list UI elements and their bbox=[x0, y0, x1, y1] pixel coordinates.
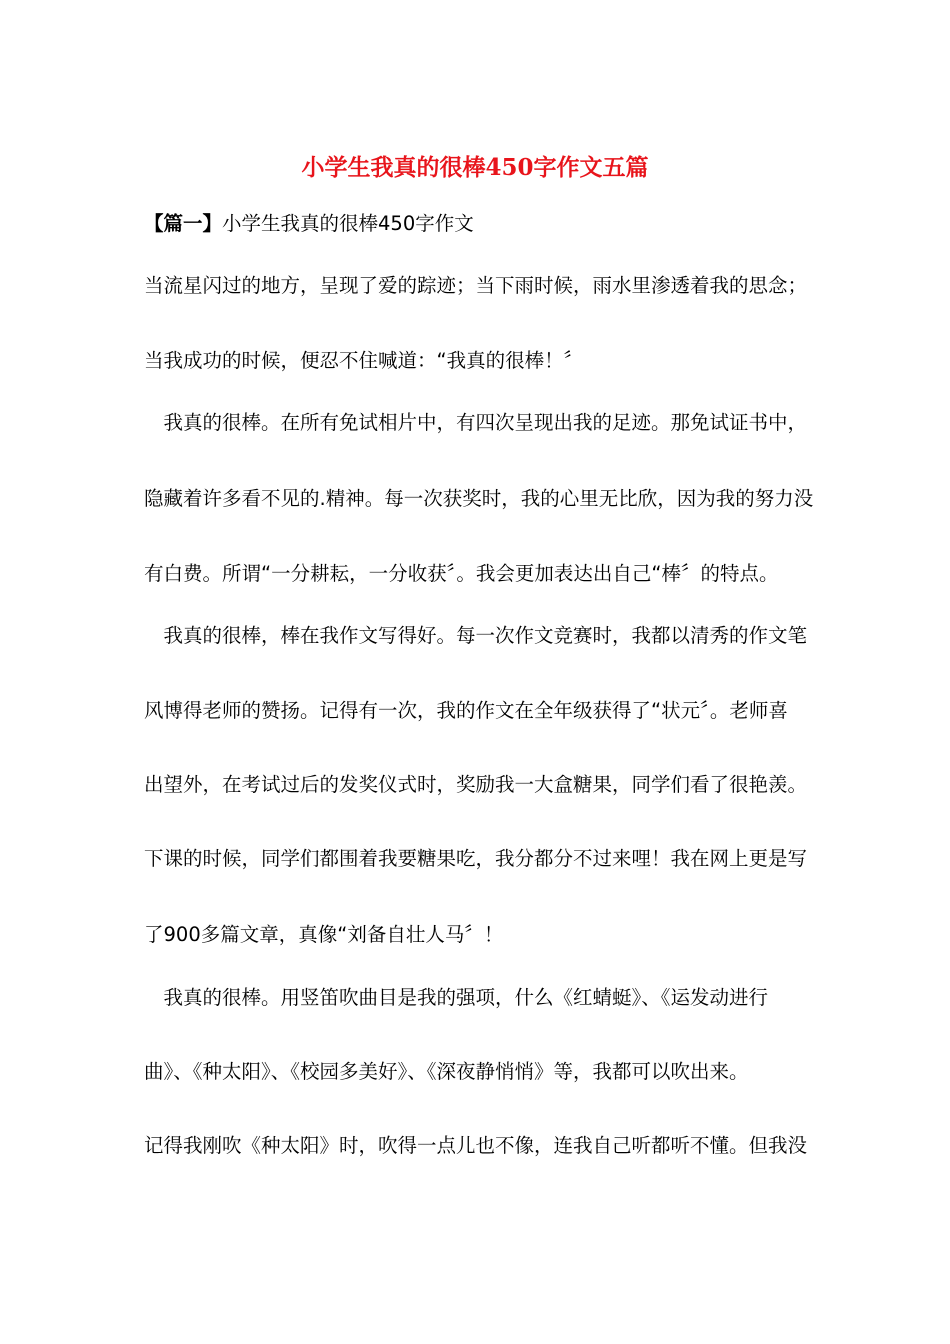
body-line: 我真的很棒，棒在我作文写得好。每一次作文竞赛时，我都以清秀的作文笔 bbox=[144, 624, 808, 647]
body-line: 了900多篇文章，真像“刘备自壮人马〞！ bbox=[144, 923, 504, 946]
body-line: 记得我刚吹《种太阳》时，吹得一点儿也不像，连我自己听都听不懂。但我没 bbox=[144, 1134, 808, 1157]
section-heading bbox=[144, 210, 474, 238]
body-line: 出望外，在考试过后的发奖仪式时，奖励我一大盒糖果，同学们看了很艳羡。 bbox=[144, 773, 808, 796]
body-line: 隐藏着许多看不见的.精神。每一次获奖时，我的心里无比欣，因为我的努力没 bbox=[144, 487, 814, 510]
body-line: 我真的很棒。用竖笛吹曲目是我的强项，什么《红蜻蜓》、《运发动进行 bbox=[144, 986, 769, 1009]
section-heading-text: 小学生我真的很棒450字作文 bbox=[222, 212, 474, 235]
document-title: 小学生我真的很棒450字作文五篇 bbox=[301, 154, 649, 181]
section-heading-bracket: 【篇一】 bbox=[144, 212, 223, 235]
body-line: 有白费。所谓“一分耕耘，一分收获〞。我会更加表达出自己“棒〞的特点。 bbox=[144, 562, 779, 585]
body-line: 下课的时候，同学们都围着我要糖果吃，我分都分不过来哩！我在网上更是写 bbox=[144, 847, 808, 870]
body-line: 我真的很棒。在所有免试相片中，有四次呈现出我的足迹。那免试证书中， bbox=[144, 411, 808, 434]
body-line: 风博得老师的赞扬。记得有一次，我的作文在全年级获得了“状元〞。老师喜 bbox=[144, 699, 788, 722]
body-line: 当我成功的时候，便忍不住喊道：“我真的很棒！〞 bbox=[144, 349, 584, 372]
body-line: 当流星闪过的地方，呈现了爱的踪迹；当下雨时候，雨水里渗透着我的思念； bbox=[144, 274, 808, 297]
body-line: 曲》、《种太阳》、《校园多美好》、《深夜静悄悄》等，我都可以吹出来。 bbox=[144, 1060, 749, 1083]
